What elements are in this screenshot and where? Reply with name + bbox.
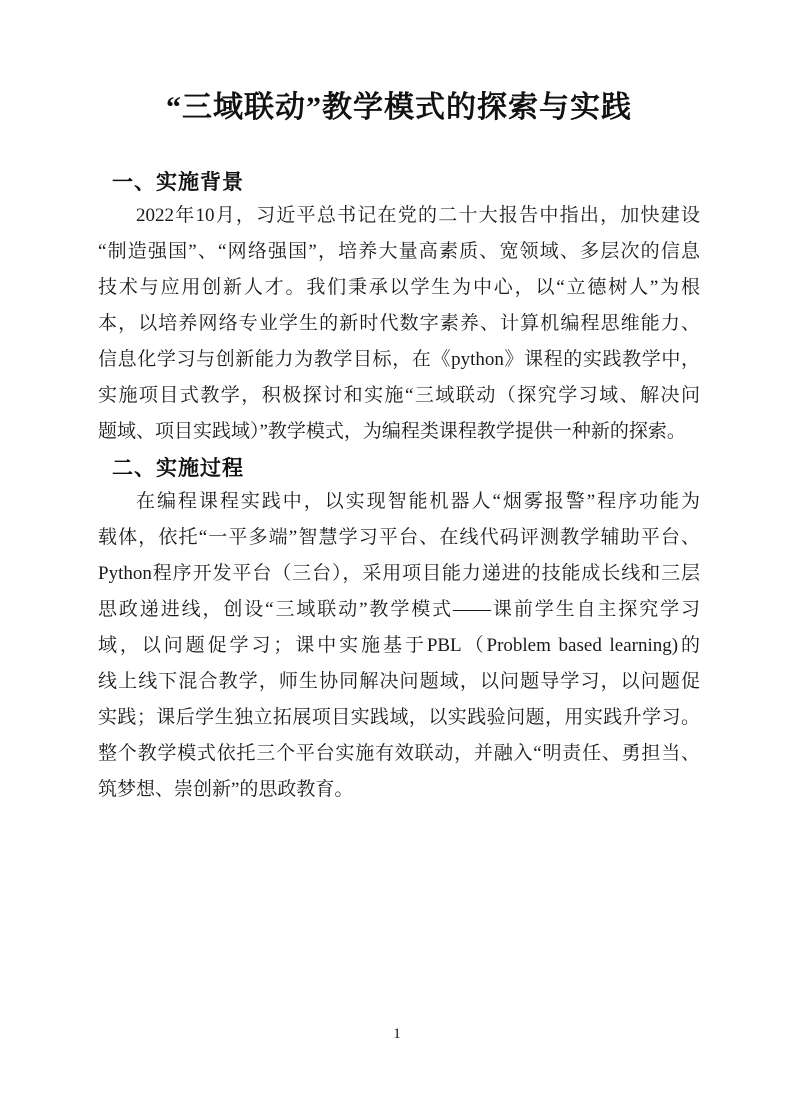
paragraph-line: 整个教学模式依托三个平台实施有效联动，并融入“明责任、勇担当、: [98, 743, 700, 764]
paragraph-line: 技术与应用创新人才。我们秉承以学生为中心，以“立德树人”为根: [98, 277, 700, 298]
page-number: 1: [393, 1026, 401, 1042]
section-heading-process: 二、实施过程: [112, 456, 244, 480]
paragraph-line: Python程序开发平台（三台），采用项目能力递进的技能成长线和三层: [98, 563, 700, 584]
paragraph-line: 题域、项目实践域）”教学模式，为编程类课程教学提供一种新的探索。: [98, 421, 686, 442]
paragraph-line: 思政递进线，创设“三域联动”教学模式——课前学生自主探究学习: [98, 599, 700, 620]
paragraph-line: 筑梦想、崇创新”的思政教育。: [98, 779, 354, 800]
paragraph-line: 实施项目式教学，积极探讨和实施“三域联动（探究学习域、解决问: [98, 385, 700, 406]
document-title: “三域联动”教学模式的探索与实践: [166, 91, 632, 124]
paragraph-line: 线上线下混合教学，师生协同解决问题域，以问题导学习，以问题促: [98, 671, 700, 692]
paragraph-line: 在编程课程实践中，以实现智能机器人“烟雾报警”程序功能为: [136, 491, 700, 512]
paragraph-line: 信息化学习与创新能力为教学目标，在《python》课程的实践教学中，: [98, 349, 700, 370]
paragraph-line: 载体，依托“一平多端”智慧学习平台、在线代码评测教学辅助平台、: [98, 527, 700, 548]
paragraph-process: [98, 484, 700, 808]
paragraph-line: 实践；课后学生独立拓展项目实践域，以实践验问题，用实践升学习。: [98, 707, 700, 728]
paragraph-background: [98, 198, 700, 450]
section-heading-background: 一、实施背景: [112, 170, 244, 194]
paragraph-line: 本，以培养网络专业学生的新时代数字素养、计算机编程思维能力、: [98, 313, 700, 334]
paragraph-line: 域，以问题促学习；课中实施基于PBL（Problem based learning)的: [98, 635, 700, 656]
paragraph-line: 2022年10月，习近平总书记在党的二十大报告中指出，加快建设: [136, 205, 700, 226]
paragraph-line: “制造强国”、“网络强国”，培养大量高素质、宽领域、多层次的信息: [98, 241, 700, 262]
